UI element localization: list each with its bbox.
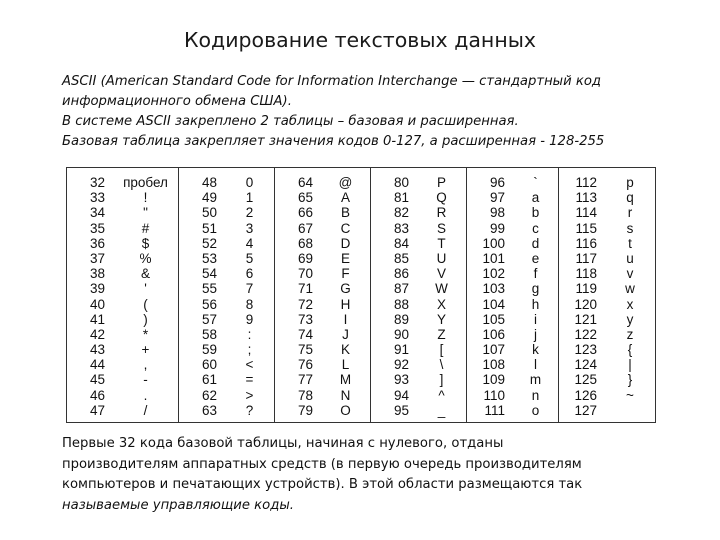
char-cell: S (436, 220, 446, 236)
char-cell: o (531, 402, 540, 418)
char-cell: I (343, 311, 348, 327)
char-cell: E (340, 250, 350, 266)
char-cell: u (626, 250, 634, 266)
code-cell: 98 (489, 205, 505, 221)
char-cell: = (245, 372, 254, 388)
code-cell: 106 (482, 326, 505, 342)
code-cell: 53 (201, 250, 217, 266)
code-cell: 110 (483, 387, 505, 403)
char-cell: - (143, 372, 148, 388)
char-cell: & (140, 266, 150, 282)
char-cell: [ (439, 342, 444, 358)
code-cell: 112 (575, 175, 597, 190)
char-cell: _ (437, 402, 446, 418)
code-cell: 82 (393, 205, 409, 221)
code-cell: 40 (89, 296, 105, 312)
char-cell: ` (533, 175, 538, 190)
code-cell: 66 (297, 205, 313, 221)
char-cell: x (626, 296, 634, 312)
code-cell: 108 (482, 357, 505, 373)
code-cell: 54 (201, 266, 217, 282)
code-cell: 64 (297, 175, 313, 190)
char-cell: Z (437, 326, 446, 342)
code-cell: 62 (201, 387, 217, 403)
char-cell: t (628, 235, 632, 251)
char-cell: 4 (245, 235, 254, 251)
code-cell: 77 (297, 372, 313, 388)
char-cell: q (626, 190, 634, 206)
char-cell: ! (143, 190, 148, 206)
code-cell: 63 (201, 402, 217, 418)
code-cell: 71 (297, 281, 313, 297)
char-cell: p (626, 175, 634, 190)
char-cell: k (532, 342, 539, 358)
code-column (179, 175, 225, 422)
char-cell: / (143, 402, 148, 418)
char-cell: n (531, 387, 540, 403)
code-cell: 122 (574, 326, 597, 342)
code-cell: 49 (201, 190, 217, 206)
code-cell: 81 (393, 190, 409, 206)
char-cell: ( (143, 296, 148, 312)
code-cell: 116 (575, 235, 597, 251)
code-cell: 44 (89, 357, 105, 373)
char-column (225, 175, 274, 422)
char-cell: . (143, 387, 148, 403)
code-cell: 123 (574, 342, 597, 358)
code-cell: 41 (89, 311, 105, 327)
code-cell: 114 (575, 205, 597, 221)
char-cell: 5 (245, 250, 254, 266)
code-cell: 97 (489, 190, 505, 206)
char-cell: ; (247, 342, 252, 358)
code-cell: 87 (393, 281, 409, 297)
code-cell: 95 (393, 402, 409, 418)
char-cell: : (247, 326, 252, 342)
char-cell: r (627, 205, 633, 221)
char-cell: ' (144, 281, 147, 297)
char-cell: пробел (123, 175, 168, 190)
code-cell: 39 (89, 281, 105, 297)
code-column (559, 175, 605, 422)
char-cell: O (340, 402, 351, 418)
code-cell: 72 (297, 296, 313, 312)
intro-text (62, 72, 712, 152)
char-cell: v (626, 266, 634, 282)
code-cell: 105 (482, 311, 505, 327)
char-cell: i (534, 311, 537, 327)
code-cell: 73 (297, 311, 313, 327)
code-cell: 65 (297, 190, 313, 206)
char-column (513, 175, 558, 422)
code-cell: 127 (574, 402, 597, 418)
code-cell: 38 (89, 266, 105, 282)
char-cell: g (531, 281, 540, 297)
code-cell: 93 (393, 372, 409, 388)
code-cell: 76 (297, 357, 313, 373)
code-cell: 50 (201, 205, 217, 221)
char-cell: # (141, 220, 150, 236)
char-cell: K (340, 342, 350, 358)
outro-line-2: производителям аппаратных средств (в первую очередь производителям (62, 456, 582, 472)
char-cell: ] (439, 372, 444, 388)
char-cell: V (436, 266, 446, 282)
char-cell: d (531, 235, 540, 251)
code-cell: 79 (297, 402, 313, 418)
char-cell: " (143, 205, 148, 221)
column-group (371, 168, 467, 422)
column-group (467, 168, 559, 422)
code-cell: 47 (89, 402, 105, 418)
char-cell: ~ (626, 387, 634, 403)
code-cell: 83 (393, 220, 409, 236)
outro-line-3: компьютеров и печатающих устройств). В этой области размещаются так (62, 477, 583, 492)
code-cell: 85 (393, 250, 409, 266)
outro-text (62, 434, 712, 516)
code-cell: 75 (297, 342, 313, 358)
char-cell: 1 (245, 190, 254, 206)
char-cell: D (340, 235, 351, 251)
char-cell: h (531, 296, 540, 312)
char-cell: % (139, 250, 152, 266)
char-cell: b (531, 205, 540, 221)
code-cell: 37 (89, 250, 105, 266)
char-cell (605, 403, 655, 418)
code-cell: 59 (201, 342, 217, 358)
char-column (417, 175, 466, 422)
char-cell: > (245, 387, 254, 403)
char-cell: N (340, 387, 351, 403)
code-cell: 51 (201, 220, 217, 236)
code-cell: 33 (89, 190, 105, 206)
char-cell: \ (439, 357, 444, 373)
code-cell: 43 (89, 342, 105, 358)
code-cell: 89 (393, 311, 409, 327)
char-cell: s (626, 220, 634, 236)
code-cell: 78 (297, 387, 313, 403)
code-column (371, 175, 417, 422)
char-cell: T (437, 235, 446, 251)
column-group (67, 168, 179, 422)
code-cell: 113 (575, 190, 597, 206)
char-cell: a (531, 190, 540, 206)
code-cell: 115 (575, 220, 597, 236)
ascii-code-table (66, 167, 656, 423)
char-cell: L (341, 357, 350, 373)
char-cell: + (141, 342, 150, 358)
code-cell: 91 (393, 342, 409, 358)
page-title: Кодирование текстовых данных (183, 28, 537, 52)
char-cell: 3 (245, 220, 254, 236)
char-cell: F (341, 266, 350, 282)
code-cell: 120 (574, 296, 597, 312)
code-cell: 35 (89, 220, 105, 236)
code-cell: 124 (574, 357, 597, 373)
char-cell: 8 (245, 296, 254, 312)
char-cell: Y (436, 311, 446, 327)
char-cell: U (436, 250, 447, 266)
code-cell: 61 (201, 372, 217, 388)
code-cell: 67 (297, 220, 313, 236)
code-cell: 52 (201, 235, 217, 251)
outro-line-1: Первые 32 кода базовой таблицы, начиная с нулевого, отданы (62, 436, 504, 451)
code-cell: 90 (393, 326, 409, 342)
char-cell: e (531, 250, 540, 266)
code-cell: 125 (574, 372, 597, 388)
code-cell: 80 (393, 175, 409, 190)
char-cell: 6 (245, 266, 254, 282)
char-cell: z (626, 326, 634, 342)
char-cell: R (436, 205, 447, 221)
char-cell: l (534, 357, 537, 373)
column-group (179, 168, 275, 422)
column-group (559, 168, 655, 422)
code-cell: 100 (482, 235, 505, 251)
outro-line-4: называемые управляющие коды. (62, 497, 294, 513)
intro-line-1: ASCII (American Standard Code for Information Interchange — стандартный код (62, 74, 602, 89)
code-cell: 70 (297, 266, 313, 282)
char-cell: w (625, 281, 635, 297)
char-cell: ? (245, 402, 254, 418)
char-cell: C (340, 220, 351, 236)
char-cell: | (628, 357, 632, 373)
code-cell: 117 (575, 250, 597, 266)
char-cell: 7 (245, 281, 254, 297)
char-cell: ^ (438, 387, 445, 403)
column-group (275, 168, 371, 422)
char-cell: H (340, 296, 351, 312)
code-cell: 74 (297, 326, 313, 342)
code-cell: 103 (482, 281, 505, 297)
code-column (467, 175, 513, 422)
char-cell: c (532, 220, 539, 236)
code-cell: 58 (201, 326, 217, 342)
char-cell: J (342, 326, 349, 342)
char-cell: 2 (245, 205, 254, 221)
code-cell: 32 (89, 175, 105, 190)
code-cell: 69 (297, 250, 313, 266)
char-cell: X (436, 296, 446, 312)
char-column (321, 175, 370, 422)
char-cell: B (340, 205, 350, 221)
char-column (113, 175, 178, 422)
code-column (67, 175, 113, 422)
code-cell: 88 (393, 296, 409, 312)
code-cell: 92 (393, 357, 409, 373)
char-column (605, 175, 655, 422)
code-cell: 55 (201, 281, 217, 297)
char-cell: , (143, 357, 148, 373)
char-cell: @ (338, 175, 353, 190)
intro-line-2: информационного обмена США). (62, 94, 292, 109)
code-cell: 126 (574, 387, 597, 403)
code-column (275, 175, 321, 422)
char-cell: ) (143, 311, 148, 327)
code-cell: 104 (482, 296, 505, 312)
char-cell: y (626, 311, 634, 327)
code-cell: 46 (89, 387, 105, 403)
code-cell: 84 (393, 235, 409, 251)
char-cell: 0 (245, 175, 254, 190)
char-cell: { (627, 342, 633, 358)
code-cell: 57 (201, 311, 217, 327)
code-cell: 111 (484, 402, 505, 418)
char-cell: W (435, 281, 448, 297)
code-cell: 101 (482, 250, 505, 266)
char-cell: < (245, 357, 254, 373)
char-cell: m (529, 372, 542, 388)
code-cell: 68 (297, 235, 313, 251)
char-cell: P (436, 175, 446, 190)
code-cell: 119 (575, 281, 597, 297)
code-cell: 42 (89, 326, 105, 342)
intro-line-4: Базовая таблица закрепляет значения кодов 0-127, а расширенная - 128-255 (62, 134, 605, 149)
intro-line-3: В системе ASCII закреплено 2 таблицы – базовая и расширенная. (62, 114, 519, 129)
code-cell: 86 (393, 266, 409, 282)
char-cell: M (339, 372, 352, 388)
code-cell: 96 (489, 175, 505, 190)
code-cell: 118 (575, 266, 597, 282)
code-cell: 99 (489, 220, 505, 236)
code-cell: 121 (574, 311, 597, 327)
code-cell: 102 (482, 266, 505, 282)
char-cell: G (340, 281, 351, 297)
code-cell: 56 (201, 296, 217, 312)
char-cell: 9 (245, 311, 254, 327)
code-cell: 107 (482, 342, 505, 358)
char-cell: A (340, 190, 350, 206)
char-cell: * (142, 326, 149, 342)
code-cell: 48 (201, 175, 217, 190)
char-cell: f (533, 266, 538, 282)
char-cell: $ (141, 235, 150, 251)
char-cell: } (627, 372, 633, 388)
code-cell: 109 (482, 372, 505, 388)
char-cell: Q (436, 190, 447, 206)
code-cell: 60 (201, 357, 217, 373)
char-cell: j (534, 326, 537, 342)
code-cell: 94 (393, 387, 409, 403)
code-cell: 36 (89, 235, 105, 251)
code-cell: 45 (89, 372, 105, 388)
code-cell: 34 (89, 205, 105, 221)
